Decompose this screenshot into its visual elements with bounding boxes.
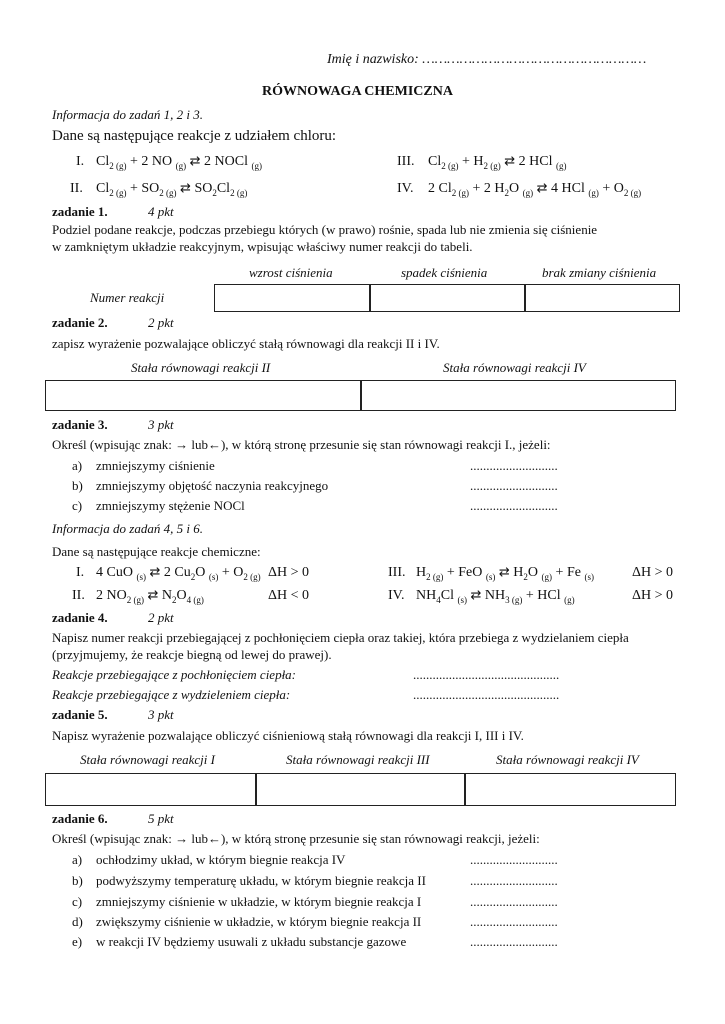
item-letter: c) [72,894,83,909]
column-header: Stała równowagi reakcji IV [443,360,586,375]
task-text: w zamkniętym układzie reakcyjnym, wpisując właściwy numer reakcji do tabeli. [52,239,473,254]
item-text: podwyższymy temperaturę układu, w którym biegnie reakcja II [96,873,426,888]
answer-cell-pressure-increase[interactable] [214,284,371,312]
task-text: Określ (wpisując znak: → lub←), w którą stronę przesunie się stan równowagi reakcji, jeżeli: [52,831,540,846]
reaction-equation: $Cl_{2 (g)} + 2$ NO $_{(g)}$ ⇄ 2 NOCl $_{(g)}$ [96,154,262,171]
answer-cell-constant-ii[interactable] [45,380,362,411]
column-header: Stała równowagi reakcji I [80,752,215,767]
reaction-num: III. [397,154,415,169]
item-letter: e) [72,934,83,949]
column-header: spadek ciśnienia [401,265,488,280]
item-text: zwiększymy ciśnienie w układzie, w którym biegnie reakcja II [96,914,422,929]
task-points: 3 pkt [148,417,174,432]
task-text: Określ (wpisując znak: → lub←), w którą stronę przesunie się stan równowagi reakcji I., jeżeli: [52,437,551,452]
answer-dots[interactable]: ........................... [470,852,558,867]
task-points: 4 pkt [148,204,174,219]
answer-dots[interactable]: ............................................. [413,687,560,702]
answer-cell-pressure-decrease[interactable] [369,284,526,312]
item-text: ochłodzimy układ, w którym biegnie reakcja IV [96,852,346,867]
task-text: (przyjmujemy, że reakcje biegną od lewej do prawej). [52,647,332,662]
reaction-num: II. [70,181,83,196]
item-letter: a) [72,852,83,867]
reaction-equation: $Cl_{2 (g)} + SO_{2 (g)}$ ⇄ $SO_2Cl_{2 (g)}$ [96,181,248,198]
answer-cell-kp-i[interactable] [45,773,257,806]
item-letter: b) [72,873,83,888]
reaction-equation: $NH_4Cl$ $_{(s)}$ ⇄ $NH_{3 (g)}$ + HCl $_{(g)}$ [416,588,575,605]
task-label: zadanie 3. [52,417,108,432]
column-header: Stała równowagi reakcji II [131,360,271,375]
task-text: Napisz numer reakcji przebiegającej z pochłonięciem ciepła oraz takiej, która przebiega z wydzielaniem ciepła [52,630,629,645]
name-field-label: Imię i nazwisko: ……………………………………………… [327,52,647,67]
enthalpy-value: ΔH > 0 [268,565,310,580]
task-points: 2 pkt [148,315,174,330]
reaction-equation: $Cl_{2 (g)} + H_{2 (g)}$ ⇄ 2 HCl $_{(g)}$ [428,154,567,171]
answer-dots[interactable]: ........................... [470,934,558,949]
answer-cell-pressure-unchanged[interactable] [524,284,680,312]
task-label: zadanie 1. [52,204,108,219]
task-text: Podziel podane reakcje, podczas przebiegu których (w prawo) rośnie, spada lub nie zmienia się ciśnienie [52,222,598,237]
page-title: RÓWNOWAGA CHEMICZNA [262,84,453,99]
reaction-num: III. [388,565,406,580]
reaction-num: IV. [388,588,405,603]
answer-line-label: Reakcje przebiegające z wydzieleniem ciepła: [52,687,291,702]
answer-dots[interactable]: ........................... [470,873,558,888]
item-letter: a) [72,458,83,473]
info-intro-2: Dane są następujące reakcje chemiczne: [52,544,261,559]
answer-dots[interactable]: ........................... [470,478,558,493]
column-header: wzrost ciśnienia [249,265,333,280]
reaction-num: II. [72,588,85,603]
task-text: Napisz wyrażenie pozwalające obliczyć ciśnieniową stałą równowagi dla reakcji I, III i IV. [52,728,524,743]
answer-dots[interactable]: ........................... [470,894,558,909]
item-text: zmniejszymy ciśnienie [96,458,215,473]
answer-dots[interactable]: ........................... [470,458,558,473]
reaction-num: IV. [397,181,414,196]
item-text: zmniejszymy stężenie NOCl [96,498,245,513]
info-heading-2: Informacja do zadań 4, 5 i 6. [52,521,203,536]
item-letter: b) [72,478,83,493]
answer-cell-constant-iv[interactable] [360,380,676,411]
answer-cell-kp-iii[interactable] [255,773,466,806]
answer-cell-kp-iv[interactable] [464,773,676,806]
reaction-num: I. [76,154,85,169]
task-points: 2 pkt [148,610,174,625]
reaction-equation: 4 CuO $_{(s)}$ ⇄ 2 $Cu_2O$ $_{(s)} + O_{2 (g)}$ [96,565,261,582]
answer-dots[interactable]: ............................................. [413,667,560,682]
task-text: zapisz wyrażenie pozwalające obliczyć stałą równowagi dla reakcji II i IV. [52,336,440,351]
reaction-equation: 2 $NO_{2 (g)}$ ⇄ $N_2O_{4 (g)}$ [96,588,204,605]
column-header: brak zmiany ciśnienia [542,265,657,280]
task-points: 5 pkt [148,811,174,826]
reaction-equation: 2 $Cl_{2 (g)} + 2$ $H_2O$ $_{(g)}$ ⇄ 4 HCl $_{(g)} + O_{2 (g)}$ [428,181,642,198]
reaction-equation: $H_{2 (g)}$ + FeO $_{(s)}$ ⇄ $H_2O$ $_{(g)}$ + Fe $_{(s)}$ [416,565,594,582]
item-letter: c) [72,498,83,513]
task-points: 3 pkt [148,707,174,722]
answer-line-label: Reakcje przebiegające z pochłonięciem ciepła: [52,667,297,682]
reaction-num: I. [76,565,85,580]
column-header: Stała równowagi reakcji III [286,752,430,767]
task-label: zadanie 6. [52,811,108,826]
task-label: zadanie 5. [52,707,108,722]
info-intro-1: Dane są następujące reakcje z udziałem chloru: [52,128,337,144]
column-header: Stała równowagi reakcji IV [496,752,639,767]
item-text: zmniejszymy objętość naczynia reakcyjnego [96,478,329,493]
enthalpy-value: ΔH > 0 [632,588,674,603]
task-label: zadanie 2. [52,315,108,330]
task-label: zadanie 4. [52,610,108,625]
answer-dots[interactable]: ........................... [470,914,558,929]
info-heading-1: Informacja do zadań 1, 2 i 3. [52,107,203,122]
item-text: zmniejszymy ciśnienie w układzie, w którym biegnie reakcja I [96,894,422,909]
answer-dots[interactable]: ........................... [470,498,558,513]
enthalpy-value: ΔH > 0 [632,565,674,580]
item-letter: d) [72,914,83,929]
enthalpy-value: ΔH < 0 [268,588,310,603]
item-text: w reakcji IV będziemy usuwali z układu substancje gazowe [96,934,407,949]
row-label: Numer reakcji [90,290,165,305]
